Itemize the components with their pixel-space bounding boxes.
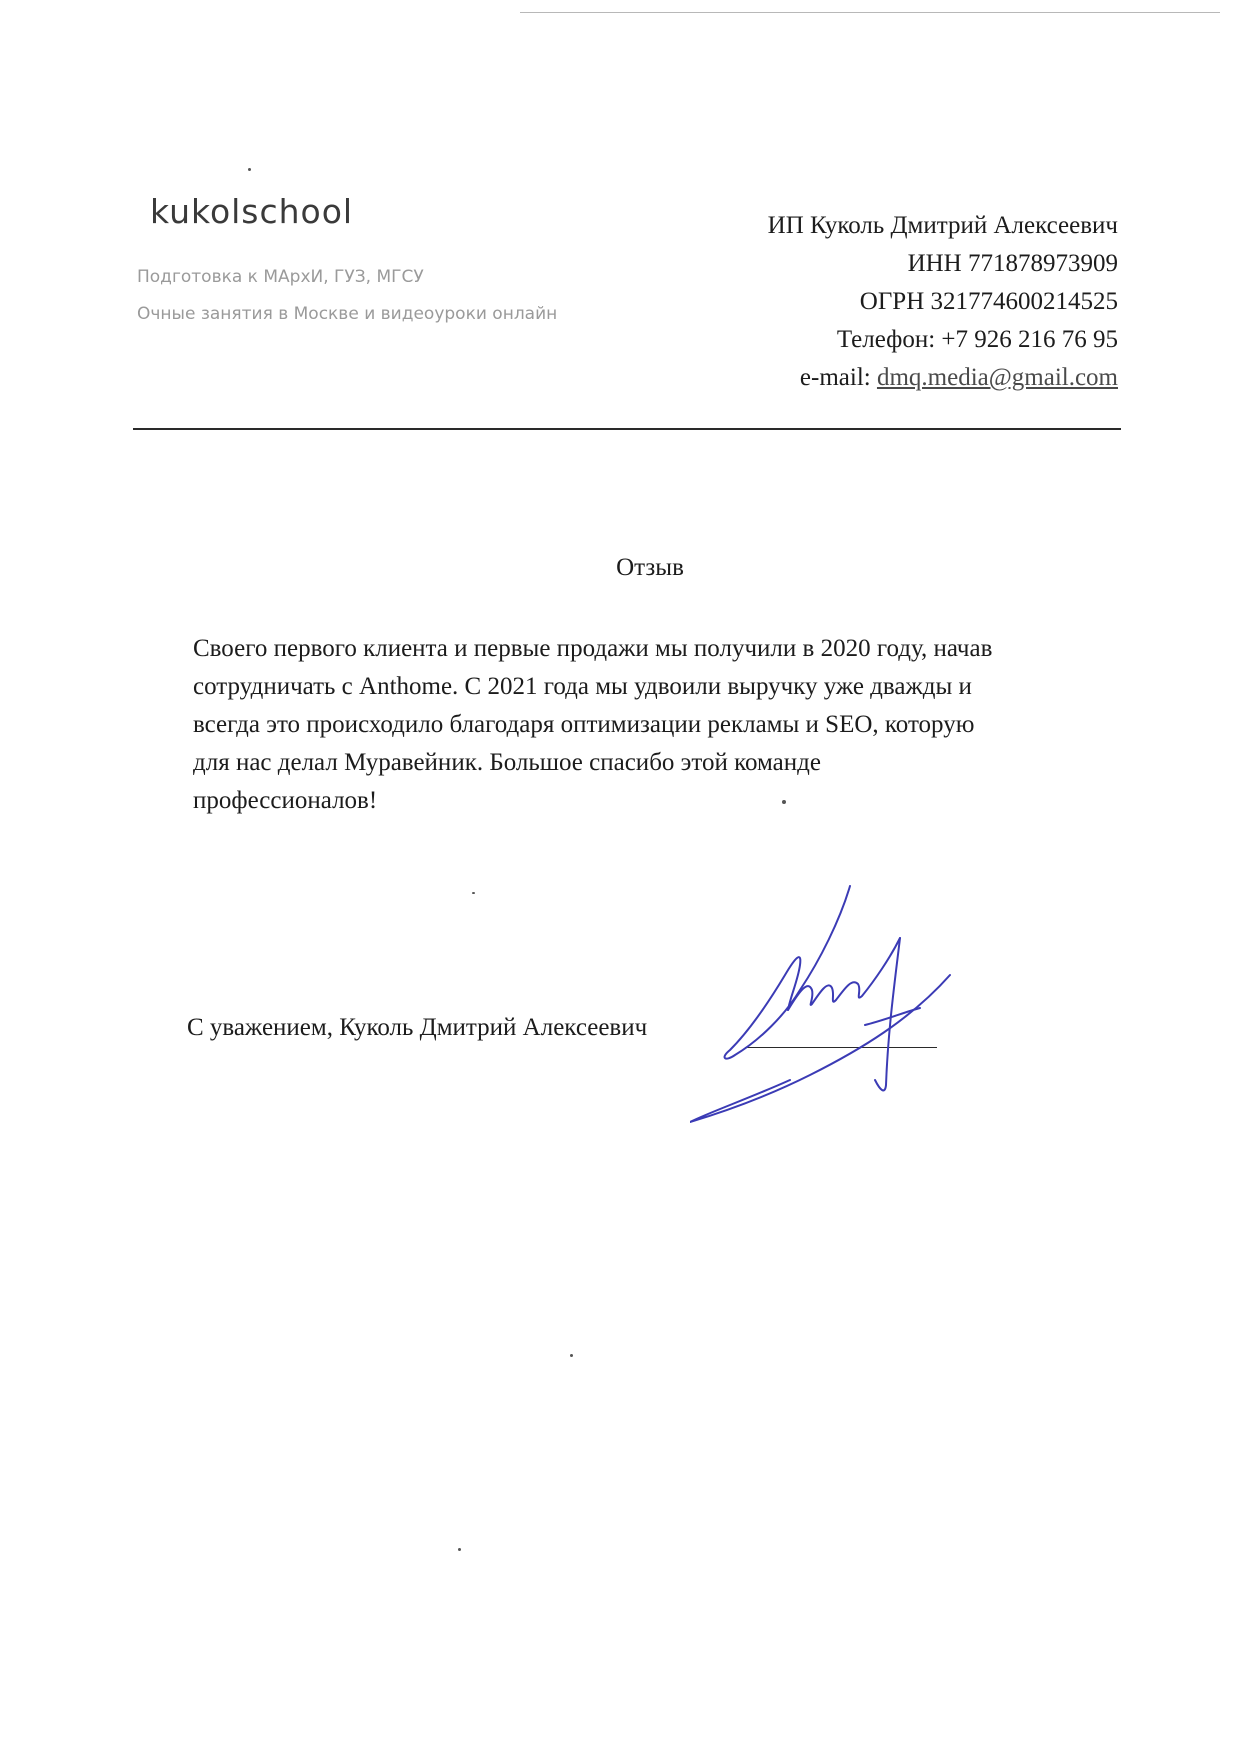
scan-speck [472,892,475,894]
body-line: всегда это происходило благодаря оптимизации рекламы и SEO, которую [193,711,975,738]
scan-speck [570,1354,573,1357]
requisites-email-row [768,359,1118,397]
document-body [193,630,1133,820]
scan-artifact-line [520,12,1220,13]
requisites-phone: Телефон: +7 926 216 76 95 [836,326,1118,353]
scan-speck [458,1548,461,1551]
brand-logo-text: kukolschool [150,192,354,231]
scan-speck [248,168,251,171]
scan-speck [782,800,786,804]
requisites-block [768,207,1118,397]
requisites-name: ИП Куколь Дмитрий Алексеевич [767,212,1118,239]
email-label: e-mail: [799,364,877,391]
email-link[interactable]: dmq.media@gmail.com [876,364,1118,391]
body-line: Своего первого клиента и первые продажи мы получили в 2020 году, начав [193,635,993,662]
requisites-inn: ИНН 771878973909 [907,250,1118,277]
body-line: сотрудничать с Anthome. С 2021 года мы удвоили выручку уже дважды и [193,673,972,700]
header-divider [133,428,1121,430]
tagline-line-1: Подготовка к МАрхИ, ГУЗ, МГСУ [137,267,424,287]
closing-line: С уважением, Куколь Дмитрий Алексеевич [187,1014,648,1041]
body-line: профессионалов! [193,787,378,814]
tagline-line-2: Очные занятия в Москве и видеоуроки онлайн [137,304,558,324]
requisites-ogrn: ОГРН 321774600214525 [859,288,1118,315]
handwritten-signature [690,880,960,1130]
document-title: Отзыв [616,554,684,581]
body-line: для нас делал Муравейник. Большое спасибо этой команде [193,749,821,776]
